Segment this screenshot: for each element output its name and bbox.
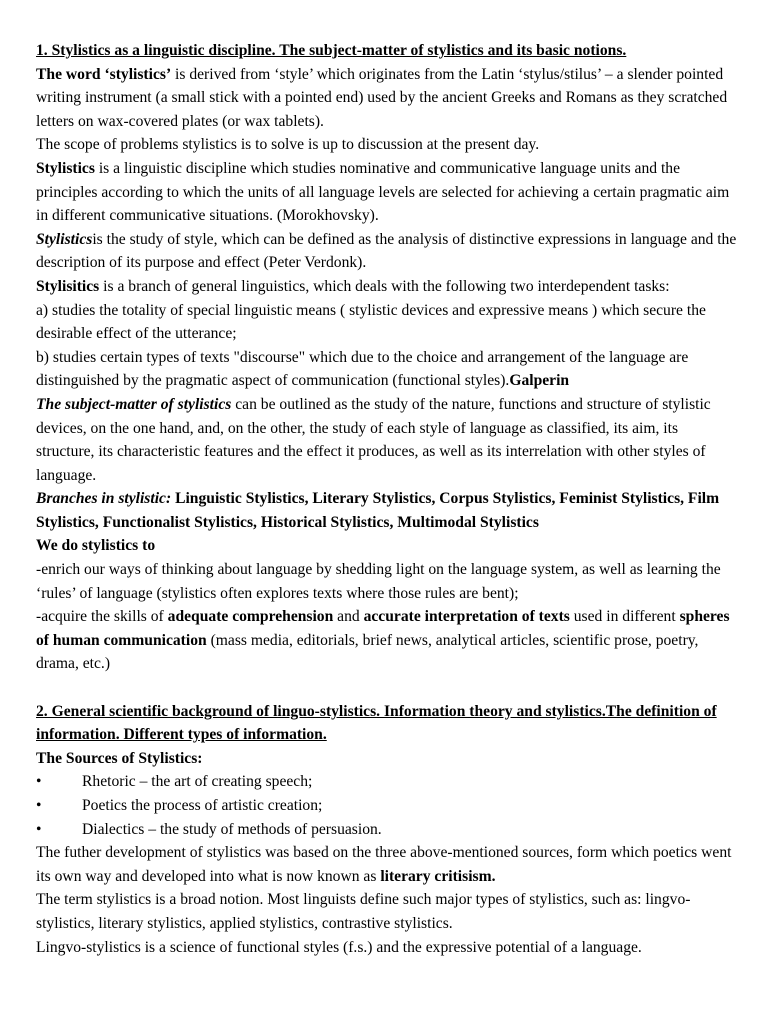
paragraph-word-stylistics: The word ‘stylistics’ is derived from ‘style’ which originates from the Latin ‘stylus/stilus’ – a slender pointed writing instrument (a small stick with a pointed end) used by the ancient Greeks and Romans as they scratched letters on wax-covered plates (or wax tablets).	[36, 65, 728, 130]
paragraph-sources: The Sources of Stylistics:	[36, 749, 203, 767]
bullet-item: • Dialectics – the study of methods of persuasion.	[36, 818, 738, 842]
paragraph-scope: The scope of problems stylistics is to solve is up to discussion at the present day.	[36, 136, 540, 154]
paragraph-task-a: a) studies the totality of special linguistic means ( stylistic devices and expressive means ) which secure the desirable effect of the utterance;	[36, 301, 706, 343]
paragraph-branches: Branches in stylistic: Linguistic Stylistics, Literary Stylistics, Corpus Stylistics, Feminist Stylistics, Film Stylistics, Functionalist Stylistics, Historical Stylistics, Multimodal Stylistics	[36, 490, 720, 531]
paragraph-acquire: -acquire the skills of adequate comprehension and accurate interpretation of texts used in different spheres of human communication (mass media, editorials, brief news, analytical articles, scientific prose, poetry, drama, etc.)	[36, 608, 730, 673]
paragraph-branch-tasks: Stylisitics is a branch of general linguistics, which deals with the following two interdependent tasks:	[36, 277, 670, 295]
section-1-heading: 1. Stylistics as a linguistic discipline. The subject-matter of stylistics and its basic notions.	[36, 42, 627, 59]
paragraph-definition-verdonk: Stylisticsis the study of style, which can be defined as the analysis of distinctive expressions in language and the description of its purpose and effect (Peter Verdonk).	[36, 230, 737, 272]
bullet-mark: •	[36, 797, 42, 814]
bullet-item: • Poetics the process of artistic creation;	[36, 794, 738, 818]
blank-line	[36, 676, 738, 700]
bullet-mark: •	[36, 773, 42, 791]
paragraph-enrich: -enrich our ways of thinking about language by shedding light on the language system, as well as learning the ‘rules’ of language (stylistics often explores texts where those rules are bent);	[36, 561, 721, 602]
paragraph-we-do-stylistics: We do stylistics to	[36, 537, 156, 555]
bullet-mark: •	[36, 820, 42, 838]
paragraph-lingvo-stylistics: Lingvo-stylistics is a science of functional styles (f.s.) and the expressive potential of a language.	[36, 938, 642, 956]
paragraph-task-b: b) studies certain types of texts "discourse" which due to the choice and arrangement of the language are distinguished by the pragmatic aspect of communication (functional styles).Galperin	[36, 348, 689, 390]
paragraph-definition-morokhovsky: Stylistics is a linguistic discipline which studies nominative and communicative language units and the principles according to which the units of all language levels are selected for achieving a certain pragmatic aim in different communicative situations. (Morokhovsky).	[36, 159, 730, 225]
bullet-item: • Rhetoric – the art of creating speech;	[36, 770, 738, 794]
paragraph-further-development: The futher development of stylistics was based on the three above-mentioned sources, form which poetics went its own way and developed into what is now known as literary critisism.	[36, 844, 732, 885]
paragraph-subject-matter: The subject-matter of stylistics can be outlined as the study of the nature, functions and structure of stylistic devices, on the one hand, and, on the other, the study of each style of language as classified, its aim, its structure, its characteristic features and the effect it produces, as well as its interrelation with other styles of language.	[36, 395, 711, 484]
paragraph-broad-notion: The term stylistics is a broad notion. Most linguists define such major types of stylistics, such as: lingvo-stylistics, literary stylistics, applied stylistics, contrastive stylistics.	[36, 891, 691, 932]
section-2-heading: 2. General scientific background of linguo-stylistics. Information theory and stylistics.The definition of information. Different types of information.	[36, 702, 717, 744]
